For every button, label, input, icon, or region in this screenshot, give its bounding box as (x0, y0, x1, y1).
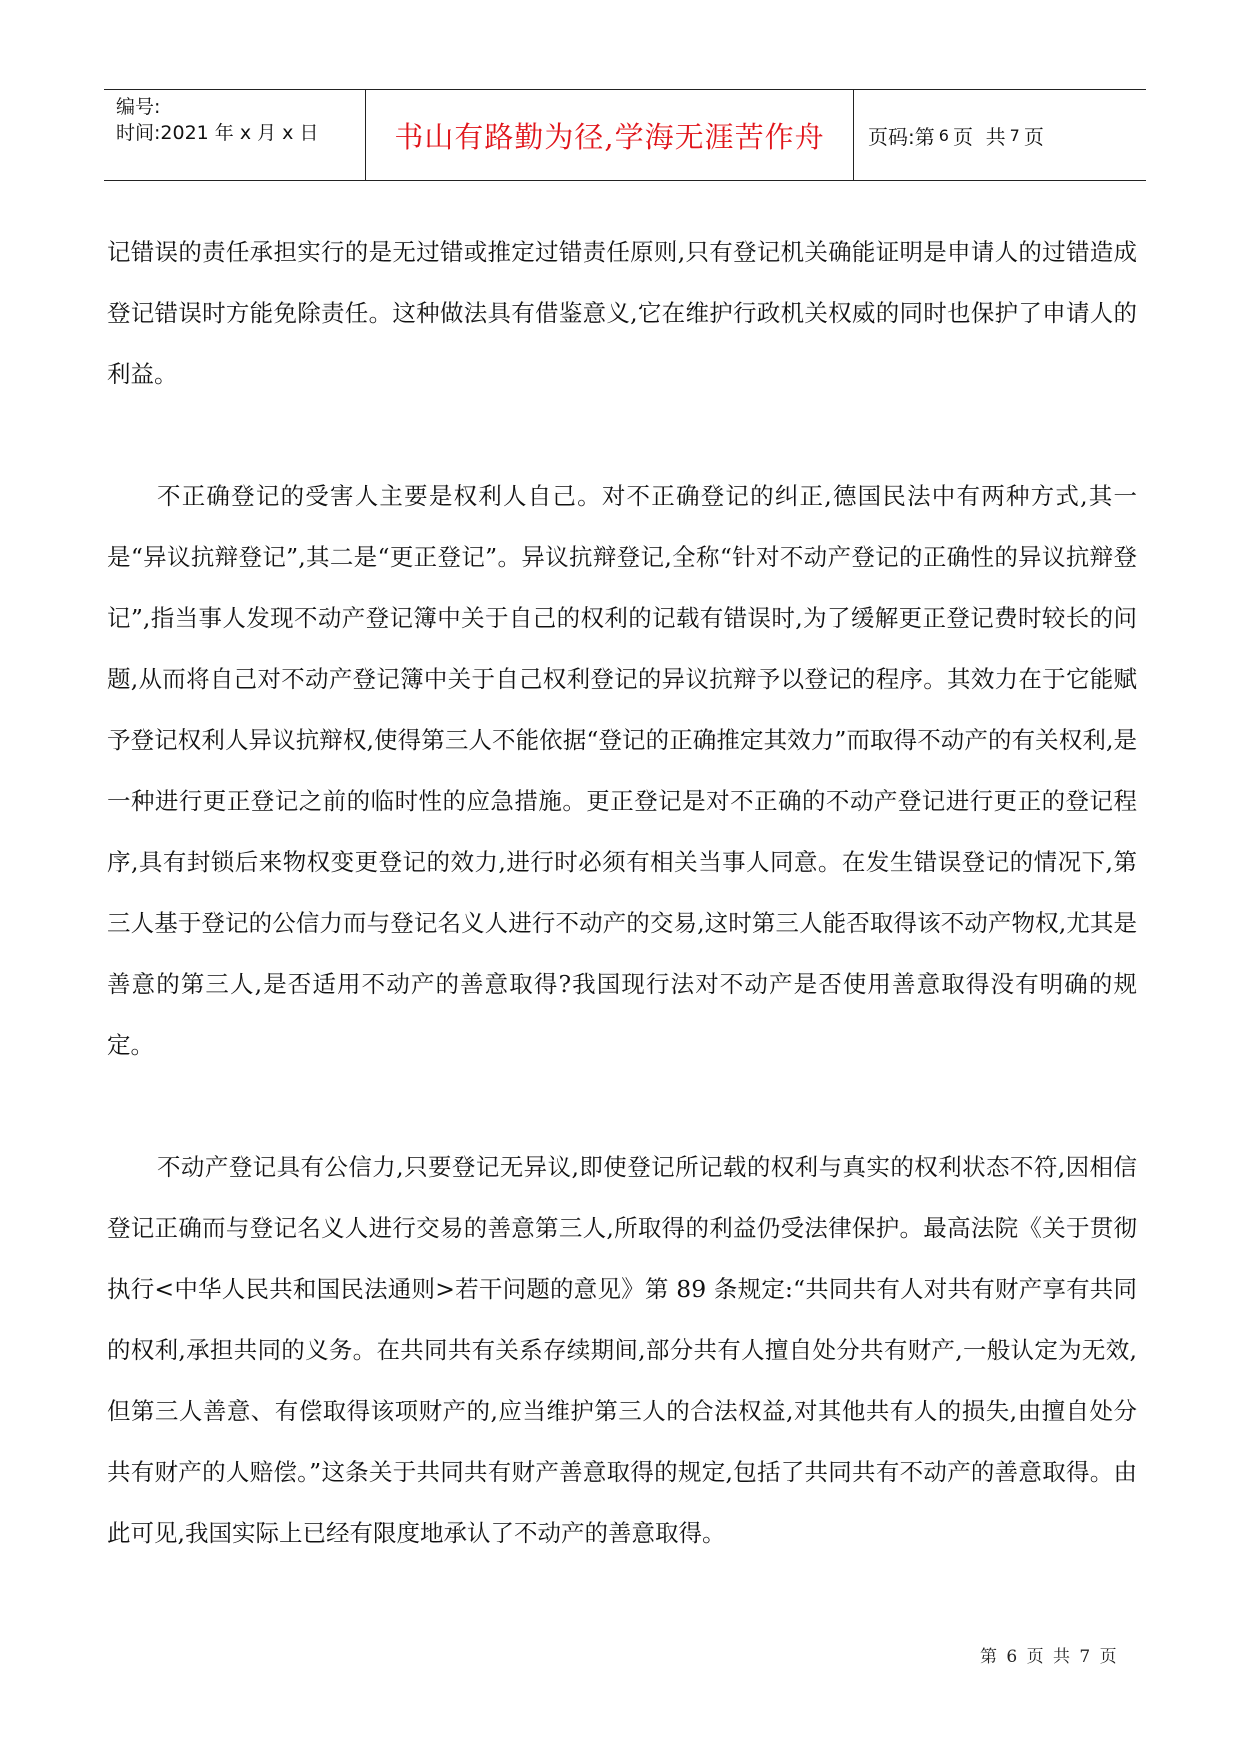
header-motto: 书山有路勤为径,学海无涯苦作舟 (366, 90, 854, 180)
page-prefix: 页码:第 (868, 124, 935, 149)
document-number-label: 编号: (116, 96, 161, 118)
paragraph-incorrect-registration: 不正确登记的受害人主要是权利人自己。对不正确登记的纠正,德国民法中有两种方式,其一是“异议抗辩登记”,其二是“更正登记”。异议抗辩登记,全称“针对不动产登记的正确性的异议抗辩登记”,指当事人发现不动产登记簿中关于自己的权利的记载有错误时,为了缓解更正登记费时较长的问题,从而将自己对不动产登记簿中关于自己权利登记的异议抗辩予以登记的程序。其效力在于它能赋予登记权利人异议抗辩权,使得第三人不能依据“登记的正确推定其效力”而取得不动产的有关权利,是一种进行更正登记之前的临时性的应急措施。更正登记是对不正确的不动产登记进行更正的登记程序,具有封锁后来物权变更登记的效力,进行时必须有相关当事人同意。在发生错误登记的情况下,第三人基于登记的公信力而与登记名义人进行不动产的交易,这时第三人能否取得该不动产物权,尤其是善意的第三人,是否适用不动产的善意取得?我国现行法对不动产是否使用善意取得没有明确的规定。 (107, 482, 1137, 1059)
paragraph-continuation: 记错误的责任承担实行的是无过错或推定过错责任原则,只有登记机关确能证明是申请人的过错造成登记错误时方能免除责任。这种做法具有借鉴意义,它在维护行政机关权威的同时也保护了申请人的利益。 (107, 238, 1137, 388)
document-time-label: 时间:2021 年 x 月 x 日 (116, 122, 319, 144)
page-total: 7 (1009, 125, 1020, 145)
page-mid: 页 共 (952, 124, 1006, 149)
page-current: 6 (938, 125, 949, 145)
document-body (107, 222, 1137, 1564)
header-page-number (854, 90, 1146, 180)
page-suffix: 页 (1023, 124, 1044, 149)
page-header (104, 89, 1146, 181)
page-footer: 第 6 页 共 7 页 (980, 1647, 1119, 1667)
paragraph-public-credibility: 不动产登记具有公信力,只要登记无异议,即使登记所记载的权利与真实的权利状态不符,因相信登记正确而与登记名义人进行交易的善意第三人,所取得的利益仍受法律保护。最高法院《关于贯彻执行<中华人民共和国民法通则>若干问题的意见》第 89 条规定:“共同共有人对共有财产享有共同的权利,承担共同的义务。在共同共有关系存续期间,部分共有人擅自处分共有财产,一般认定为无效,但第三人善意、有偿取得该项财产的,应当维护第三人的合法权益,对其他共有人的损失,由擅自处分共有财产的人赔偿。”这条关于共同共有财产善意取得的规定,包括了共同共有不动产的善意取得。由此可见,我国实际上已经有限度地承认了不动产的善意取得。 (107, 1153, 1137, 1547)
header-meta (104, 90, 366, 180)
